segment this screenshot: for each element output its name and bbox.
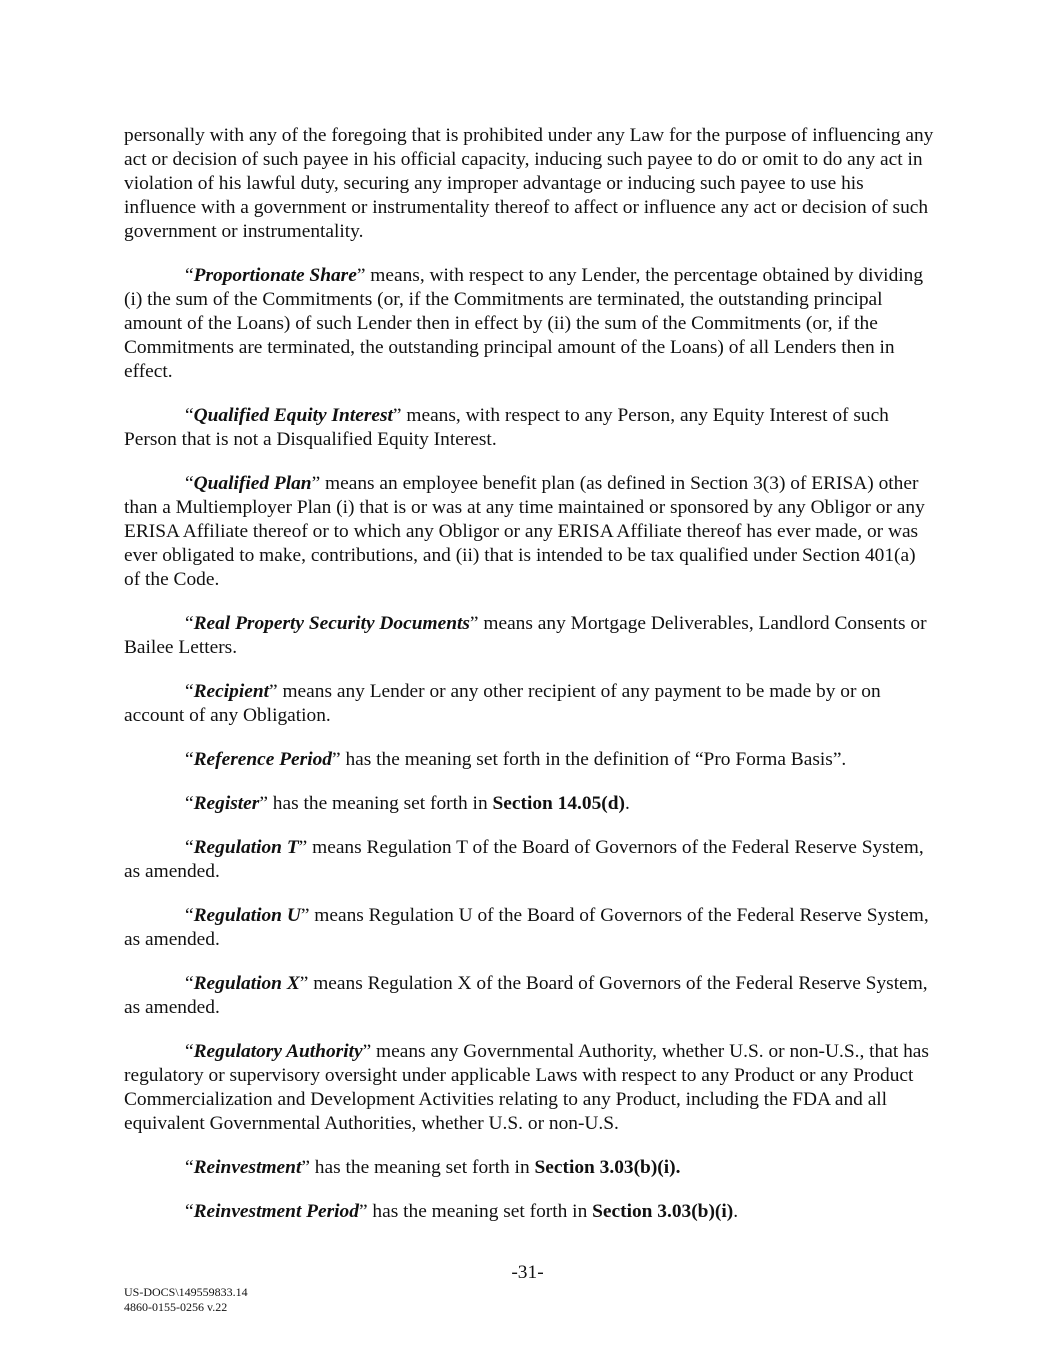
definition-text: has the meaning set forth in	[309, 1157, 535, 1178]
section-reference: Section 3.03(b)(i).	[534, 1157, 681, 1178]
definition-paragraph	[124, 972, 934, 1020]
open-quote: “	[185, 905, 194, 926]
footer-version: 4860-0155-0256 v.22	[124, 1300, 228, 1314]
open-quote: “	[185, 1201, 194, 1222]
definition-text: means Regulation T of the Board of Governors of the Federal Reserve System, as amended.	[124, 837, 924, 882]
footer-doc-id: US-DOCS\149559833.14	[124, 1285, 248, 1299]
defined-term: Qualified Plan	[193, 473, 312, 494]
definition-tail: .	[625, 793, 630, 814]
intro-paragraph: personally with any of the foregoing that is prohibited under any Law for the purpose of influencing any act or decision of such payee in his official capacity, inducing such payee to do or omit to do any act in violation of his lawful duty, securing any improper advantage or inducing such payee to use his influence with a government or instrumentality thereof to affect or influence any act or decision of such government or instrumentality.	[124, 125, 934, 242]
open-quote: “	[185, 973, 194, 994]
definition-tail: .	[733, 1201, 739, 1222]
definition-text: means, with respect to any Person, any Equity Interest of such Person that is not a Disqualified Equity Interest.	[124, 405, 889, 450]
open-quote: “	[185, 793, 194, 814]
definition-paragraph	[124, 264, 934, 384]
document-body	[124, 124, 934, 1244]
section-reference: Section 3.03(b)(i)	[592, 1201, 734, 1222]
defined-term: Regulation X	[193, 973, 300, 994]
definition-paragraph	[124, 1040, 934, 1136]
definitions-list	[124, 264, 934, 1224]
close-quote: ”	[298, 837, 308, 858]
footer	[124, 1285, 248, 1315]
definition-paragraph	[124, 836, 934, 884]
definition-text: has the meaning set forth in the definition of “Pro Forma Basis”.	[340, 749, 847, 770]
close-quote: ”	[332, 749, 341, 770]
close-quote: ”	[356, 265, 366, 286]
defined-term: Regulation U	[193, 905, 301, 926]
definition-text: means an employee benefit plan (as defined in Section 3(3) of ERISA) other than a Multiemployer Plan (i) that is or was at any time maintained or sponsored by any Obligor or any ERISA Affiliate thereof or to which any Obligor or any ERISA Affiliate thereof has ever made, or was ever obligated to make, contributions, and (ii) that is intended to be tax qualified under Section 401(a) of the Code.	[124, 473, 925, 590]
defined-term: Regulation T	[193, 837, 299, 858]
defined-term: Regulatory Authority	[193, 1041, 363, 1062]
defined-term: Recipient	[193, 681, 270, 702]
definition-paragraph	[124, 904, 934, 952]
definition-text: means any Mortgage Deliverables, Landlord Consents or Bailee Letters.	[124, 613, 927, 658]
definition-paragraph	[124, 404, 934, 452]
defined-term: Reinvestment Period	[193, 1201, 359, 1222]
defined-term: Real Property Security Documents	[193, 613, 470, 634]
close-quote: ”	[311, 473, 321, 494]
definition-text: means Regulation X of the Board of Governors of the Federal Reserve System, as amended.	[124, 973, 928, 1018]
defined-term: Reinvestment	[193, 1157, 302, 1178]
definition-paragraph	[124, 1156, 934, 1180]
definition-paragraph	[124, 748, 934, 772]
open-quote: “	[185, 837, 194, 858]
definition-paragraph	[124, 612, 934, 660]
open-quote: “	[185, 613, 194, 634]
defined-term: Register	[193, 793, 260, 814]
definition-paragraph	[124, 792, 934, 816]
definition-text: means Regulation U of the Board of Governors of the Federal Reserve System, as amended.	[124, 905, 929, 950]
page-number: -31-	[511, 1262, 544, 1283]
close-quote: ”	[392, 405, 402, 426]
close-quote: ”	[358, 1201, 368, 1222]
open-quote: “	[185, 749, 194, 770]
close-quote: ”	[362, 1041, 372, 1062]
close-quote: ”	[469, 613, 479, 634]
open-quote: “	[185, 473, 194, 494]
close-quote: ”	[301, 1157, 310, 1178]
open-quote: “	[185, 681, 194, 702]
definition-text: means, with respect to any Lender, the percentage obtained by dividing (i) the sum of the Commitments (or, if the Commitments are terminated, the outstanding principal amount of the Loans) of such Lender then in effect by (ii) the sum of the Commitments (or, if the Commitments are terminated, the outstanding principal amount of the Loans) of all Lenders then in effect.	[124, 265, 924, 382]
close-quote: ”	[299, 973, 309, 994]
defined-term: Qualified Equity Interest	[193, 405, 393, 426]
definition-paragraph	[124, 680, 934, 728]
definition-paragraph	[124, 472, 934, 592]
open-quote: “	[185, 1157, 194, 1178]
definition-text: means any Governmental Authority, whether U.S. or non-U.S., that has regulatory or supervisory oversight under applicable Laws with respect to any Product or any Product Commercialization and Development Activities relating to any Product, including the FDA and all equivalent Governmental Authorities, whether U.S. or non-U.S.	[124, 1041, 929, 1134]
close-quote: ”	[259, 793, 268, 814]
close-quote: ”	[300, 905, 310, 926]
open-quote: “	[185, 1041, 194, 1062]
section-reference: Section 14.05(d)	[492, 793, 625, 814]
defined-term: Reference Period	[193, 749, 332, 770]
definition-text: has the meaning set forth in	[267, 793, 493, 814]
open-quote: “	[185, 265, 194, 286]
definition-text: means any Lender or any other recipient of any payment to be made by or on account of any Obligation.	[124, 681, 881, 726]
definition-paragraph	[124, 1200, 934, 1224]
definition-text: has the meaning set forth in	[367, 1201, 593, 1222]
defined-term: Proportionate Share	[193, 265, 357, 286]
close-quote: ”	[269, 681, 278, 702]
open-quote: “	[185, 405, 194, 426]
